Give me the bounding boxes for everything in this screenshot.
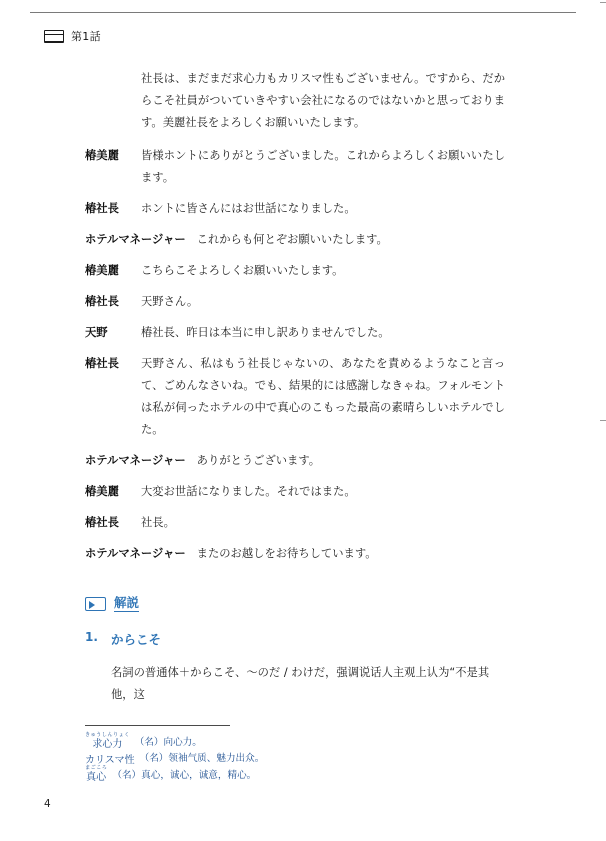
dialogue-text: 皆様ホントにありがとうございました。これからよろしくお願いいたします。 (141, 149, 505, 185)
dialogue-text: ありがとうございます。 (196, 454, 321, 468)
footnote-ruby: まごころ (85, 765, 108, 772)
dialogue-text: 天野さん。 (141, 295, 199, 309)
dialogue-text: 社長は、まだまだ求心力もカリスマ性もございません。ですから、だからこそ社員がついていきやすい会社になるのではないかと思っております。美麗社長をよろしくお願いいたします。 (141, 72, 505, 130)
dialogue-line (85, 512, 505, 534)
dialogue-speaker: 天野 (85, 326, 108, 340)
dialogue-text: 天野さん、私はもう社長じゃないの、あなたを責めるようなこと言って、ごめんなさいね。でも、結果的には感謝しなきゃね。フォルモントは私が伺ったホテルの中で真心のこもった最高の素晴らしいホテルでした。 (141, 357, 505, 437)
dialogue-line (85, 322, 505, 344)
page-content (85, 68, 505, 705)
page-header (44, 28, 101, 44)
dialogue-line (85, 145, 505, 189)
dialogue-speaker: ホテルマネージャー (85, 454, 186, 468)
dialogue-text: ホントに皆さんにはお世話になりました。 (141, 202, 356, 216)
footnote-item (85, 751, 505, 767)
dialogue-text: こちらこそよろしくお願いいたします。 (141, 264, 344, 278)
dialogue-text: またのお越しをお待ちしています。 (196, 547, 377, 561)
film-strip-icon (44, 30, 64, 43)
section-title: 解説 (114, 595, 140, 611)
footnote-word-with-ruby (85, 766, 107, 784)
footnote-definition: （名）领袖气质、魅力出众。 (139, 752, 265, 764)
footnote-item (85, 766, 505, 784)
dialogue-block (85, 68, 505, 565)
dialogue-line (85, 481, 505, 503)
dialogue-speaker: 椿美麗 (85, 485, 119, 499)
edge-mark-middle (600, 420, 606, 421)
dialogue-text: 社長。 (141, 516, 175, 530)
dialogue-line (85, 260, 505, 282)
explanation-entry (85, 630, 505, 648)
video-play-icon (85, 597, 106, 611)
footnote-word: カリスマ性 (85, 754, 135, 766)
dialogue-speaker: ホテルマネージャー (85, 233, 186, 247)
footnote-list (85, 733, 505, 784)
page-number: 4 (44, 798, 51, 810)
dialogue-line (85, 291, 505, 313)
dialogue-speaker: 椿社長 (85, 202, 119, 216)
section-heading (85, 595, 505, 612)
dialogue-line (85, 450, 505, 472)
dialogue-line (85, 353, 505, 441)
footnote-word-with-ruby (85, 733, 130, 751)
footnote-word: 真心 (86, 772, 107, 784)
page-top-rule (30, 12, 576, 13)
footnote-definition: （名）真心，诚心，诚意，精心。 (112, 770, 257, 782)
footnote-definition: （名）向心力。 (134, 737, 202, 749)
dialogue-speaker: 椿美麗 (85, 264, 119, 278)
dialogue-line (85, 229, 505, 251)
dialogue-speaker: 椿社長 (85, 295, 119, 309)
header-title: 第1話 (71, 30, 101, 43)
dialogue-text: 椿社長、昨日は本当に申し訳ありませんでした。 (141, 326, 390, 340)
dialogue-line (85, 543, 505, 565)
footnote-separator (85, 725, 230, 726)
dialogue-text: これからも何とぞお願いいたします。 (196, 233, 388, 247)
dialogue-speaker: ホテルマネージャー (85, 547, 186, 561)
footnote-word: 求心力 (92, 739, 123, 751)
entry-body: 名詞の普通体＋からこそ、〜のだ / わけだ，强调说话人主观上认为“不是其他，这 (111, 666, 490, 701)
dialogue-line (85, 198, 505, 220)
edge-mark-top (600, 2, 606, 3)
footnote-item (85, 733, 505, 751)
dialogue-speaker: 椿社長 (85, 516, 119, 530)
entry-number: 1. (85, 630, 98, 645)
entry-term: からこそ (111, 632, 162, 648)
dialogue-speaker: 椿社長 (85, 357, 119, 371)
dialogue-text: 大変お世話になりました。それではまた。 (141, 485, 356, 499)
dialogue-line (85, 68, 505, 134)
footnote-ruby: きゅうしんりょく (85, 732, 130, 738)
dialogue-speaker: 椿美麗 (85, 149, 119, 163)
